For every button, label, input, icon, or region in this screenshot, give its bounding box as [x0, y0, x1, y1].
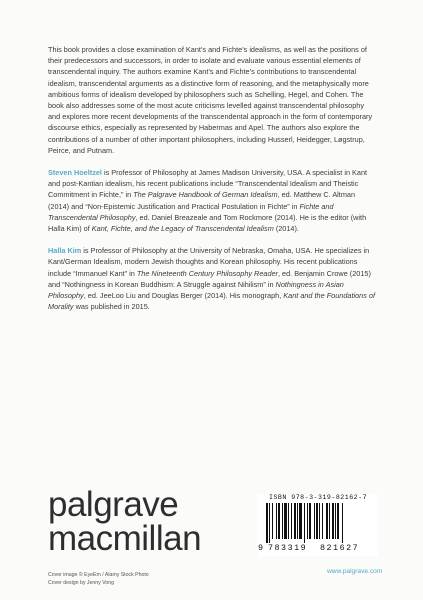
publisher-website[interactable]: www.palgrave.com — [327, 568, 383, 575]
author-name: Halla Kim — [48, 246, 82, 256]
barcode-bar — [309, 503, 311, 539]
barcode-bar — [297, 503, 298, 539]
isbn-barcode — [258, 494, 378, 556]
description-paragraph: This book provides a close examination of Kant’s and Fichte’s idealisms, as well as the positions of their predecessors and successors, in order to isolate and evaluate various essential elements of transcendental inquiry. The authors examine Kant’s and Fichte’s contributions to transcendental idealism, transcendental arguments as a distinctive form of reasoning, and the metaphysically more ambitious forms of idealism developed by philosophers such as Schelling, Hegel, and Cohen. The book also addresses some of the most acute criticisms levelled against transcendental philosophy and explores more recent developments of the transcendental approach in the form of contemporary discourse ethics, especially as represented by Habermas and Apel. The authors also explore the contributions of a number of other important philosophers, including Husserl, Heidegger, Løgstrup, Peirce, and Putnam. — [48, 45, 373, 155]
book-title: Nothingness in Asian Philosophy — [48, 279, 344, 301]
barcode-bar — [307, 503, 308, 539]
bio-text: , ed. Daniel Breazeale and Tom Rockmore (2014). He is the editor (with Halla Kim) of — [48, 212, 367, 234]
book-title: The Palgrave Handbook of German Idealism — [133, 190, 278, 200]
barcode-bar — [282, 503, 283, 539]
bio-text: is Professor of Philosophy at the University of Nebraska, Omaha, USA. He specializes in Kant/German Idealism, modern Jewish thoughts and Korean philosophy. His recent publications include “Immanuel Kant” in — [48, 246, 370, 278]
book-title: The Nineteenth Century Philosophy Reader — [136, 268, 278, 278]
book-title: Fichte and Transcendental Philosophy — [48, 201, 334, 222]
bio-text: , ed. Benjamin Crowe (2015) and “Nothingness in Korean Buddhism: A Struggle against Nihilism” in — [48, 268, 371, 289]
cover-text — [48, 44, 376, 323]
cover-image-credit: Cover image © EyeEm / Alamy Stock Photo — [48, 572, 149, 578]
barcode-bar — [332, 503, 334, 539]
bio-text: is Professor of Philosophy at James Madison University, USA. A specialist in Kant and post-Kantian idealism, his recent publications include “Transcendental Idealism and Theistic Commitment in Fichte,” in — [48, 168, 368, 200]
author-bio-hoeltzel — [48, 167, 376, 234]
bio-text: , ed. JeeLoo Liu and Douglas Berger (2014). His monograph, — [83, 291, 284, 301]
bio-text: (2014). — [273, 224, 299, 234]
barcode-bar — [294, 503, 296, 539]
publisher-logo — [48, 485, 202, 558]
barcode-bar — [316, 503, 318, 539]
book-title: Kant and the Foundations of Morality — [48, 291, 375, 312]
isbn-label: ISBN 978-3-319-82162-7 — [268, 494, 368, 501]
bio-text: , ed. Matthew C. Altman (2014) and “Non-Epistemic Justification and Practical Postulation in Fichte” in — [48, 190, 356, 211]
barcode-bar — [319, 503, 320, 539]
barcode-icon — [264, 503, 376, 543]
barcode-bar — [337, 503, 339, 539]
barcode-bar — [288, 503, 289, 539]
barcode-bar — [299, 503, 302, 539]
barcode-bar — [278, 503, 280, 539]
barcode-bar — [342, 503, 343, 543]
book-title: Kant, Fichte, and the Legacy of Transcendental Idealism — [91, 224, 274, 234]
barcode-bar — [266, 503, 268, 543]
barcode-bar — [276, 503, 277, 539]
barcode-bar — [269, 503, 270, 543]
barcode-bar — [304, 503, 305, 543]
barcode-bar — [314, 503, 315, 539]
author-name: Steven Hoeltzel — [48, 168, 102, 178]
cover-design-credit: Cover design by Jenny Vong — [48, 580, 115, 586]
barcode-bar — [291, 503, 292, 539]
barcode-bar — [272, 503, 273, 539]
isbn-digit-first: 9 — [258, 543, 264, 553]
bio-text: was published in 2015. — [73, 302, 150, 312]
logo-line-2: macmillan — [48, 519, 202, 558]
author-bio-kim — [48, 245, 376, 312]
cover-credits — [48, 571, 149, 587]
barcode-bar — [335, 503, 336, 539]
isbn-digits-right: 821627 — [320, 543, 360, 553]
barcode-bar — [284, 503, 287, 539]
isbn-digits-left: 783319 — [268, 543, 308, 553]
logo-line-1: palgrave — [48, 485, 179, 524]
barcode-bar — [329, 503, 330, 539]
barcode-bar — [322, 503, 323, 539]
barcode-bar — [326, 503, 328, 539]
